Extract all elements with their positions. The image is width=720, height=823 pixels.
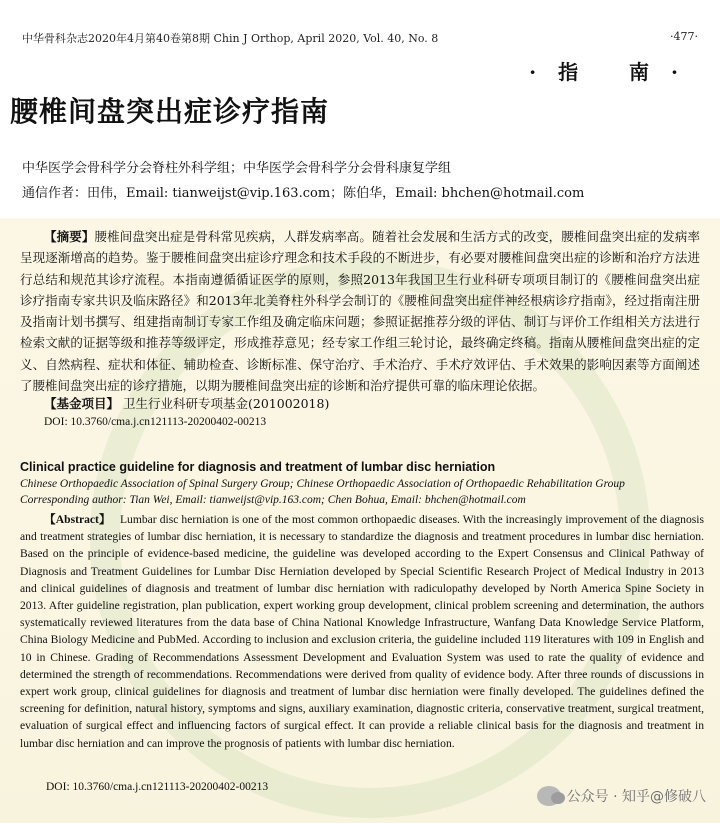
doi-cn: DOI: 10.3760/cma.j.cn121113-20200402-00213 — [44, 416, 267, 428]
fund-text: 卫生行业科研专项基金(201002018) — [123, 396, 330, 411]
authors-cn: 中华医学会骨科学分会脊柱外科学组；中华医学会骨科学分会骨科康复学组 — [22, 161, 452, 176]
abstract-en — [20, 511, 704, 752]
affiliation-en: Chinese Orthopaedic Association of Spinal Surgery Group; Chinese Orthopaedic Association of Orthopaedic Rehabilitation Group — [20, 478, 625, 490]
abstract-en-label: 【Abstract】 — [44, 513, 111, 526]
wechat-icon — [537, 786, 561, 806]
corresponding-author-en: Corresponding author: Tian Wei, Email: tianweijst@vip.163.com; Chen Bohua, Email: bhchen@hotmail.com — [20, 494, 526, 506]
abstract-cn-text: 腰椎间盘突出症是骨科常见疾病，人群发病率高。随着社会发展和生活方式的改变，腰椎间盘突出症的发病率呈现逐渐增高的趋势。鉴于腰椎间盘突出症诊疗理念和技术手段的不断进步，有必要对腰椎间盘突出症的诊断和治疗方法进行总结和规范其诊疗流程。本指南遵循循证医学的原则，参照2013年我国卫生行业科研专项项目制订的《腰椎间盘突出症诊疗指南专家共识及临床路径》和2013年北美脊柱外科学会制订的《腰椎间盘突出症伴神经根病诊疗指南》，经过指南注册及指南计划书撰写、组建指南制订专家工作组及确定临床问题；参照证据推荐分级的评估、制订与评价工作组相关方法进行检索文献的证据等级和推荐等级评定，形成推荐意见；经专家工作组三轮讨论，最终确定终稿。指南从腰椎间盘突出症的定义、自然病程、症状和体征、辅助检查、诊断标准、保守治疗、手术治疗、手术疗效评估、手术效果的影响因素等方面阐述了腰椎间盘突出症的诊疗措施，以期为腰椎间盘突出症的诊断和治疗提供可靠的临床理论依据。 — [20, 229, 700, 394]
journal-citation: 中华骨科杂志2020年4月第40卷第8期 Chin J Orthop, April 2020, Vol. 40, No. 8 — [22, 32, 439, 45]
article-title-cn: 腰椎间盘突出症诊疗指南 — [10, 95, 330, 128]
doi-en: DOI: 10.3760/cma.j.cn121113-20200402-00213 — [46, 781, 269, 793]
abstract-cn-label: 【摘要】 — [44, 229, 95, 244]
abstract-cn — [20, 226, 700, 396]
corresponding-author-cn: 通信作者：田伟，Email: tianweijst@vip.163.com；陈伯华，Email: bhchen@hotmail.com — [22, 186, 585, 201]
watermark — [537, 786, 706, 806]
article-title-en: Clinical practice guideline for diagnosis and treatment of lumbar disc herniation — [20, 460, 496, 474]
page-number: ·477· — [670, 30, 698, 43]
section-label: ·指 南· — [529, 60, 700, 84]
watermark-text: 公众号 · 知乎@修破八 — [566, 789, 706, 805]
journal-header — [22, 30, 698, 46]
abstract-en-text: Lumbar disc herniation is one of the most common orthopaedic diseases. With the increasingly improvement of the diagnosis and treatment strategies of lumbar disc herniation, it is necessary to standardize the diagnosis and treatment procedures in lumbar disc herniation. Based on the principle of evidence-based medicine, the guideline was developed according to the Expert Consensus and Clinical Pathway of Diagnosis and Treatment Guidelines for Lumbar Disc Herniation developed by Special Scientific Research Project of Medical Industry in 2013 and clinical guidelines of diagnosis and treatment of lumbar disc herniation with radiculopathy developed by North America Spine Society in 2013. After guideline registration, plan publication, expert working group development, clinical problem screening and determination, the authors systematically reviewed literatures from the data base of China National Knowledge Infrastructure, Wanfang Data Knowledge Service Platform, China Biology Medicine and PubMed. According to inclusion and exclusion criteria, the guideline included 119 literatures with 109 in English and 10 in Chinese. Grading of Recommendations Assessment Development and Evaluation System was used to rate the quality of evidence and determined the strength of recommendations. Recommendations were derived from quality of evidence body. After three rounds of discussions in expert work group, clinical guidelines for diagnosis and treatment of lumbar disc herniation were finally developed. The guidelines defined the screening for definition, natural history, symptoms and signs, auxiliary examination, diagnostic criteria, conservative treatment, surgical treatment, evaluation of surgical effect and influencing factors of surgical effect. It can provide a reliable clinical basis for the diagnosis and treatment in lumbar disc herniation and can improve the prognosis of patients with lumbar disc herniation. — [20, 513, 704, 750]
fund-label: 【基金项目】 — [44, 396, 120, 411]
fund-info — [44, 394, 329, 412]
